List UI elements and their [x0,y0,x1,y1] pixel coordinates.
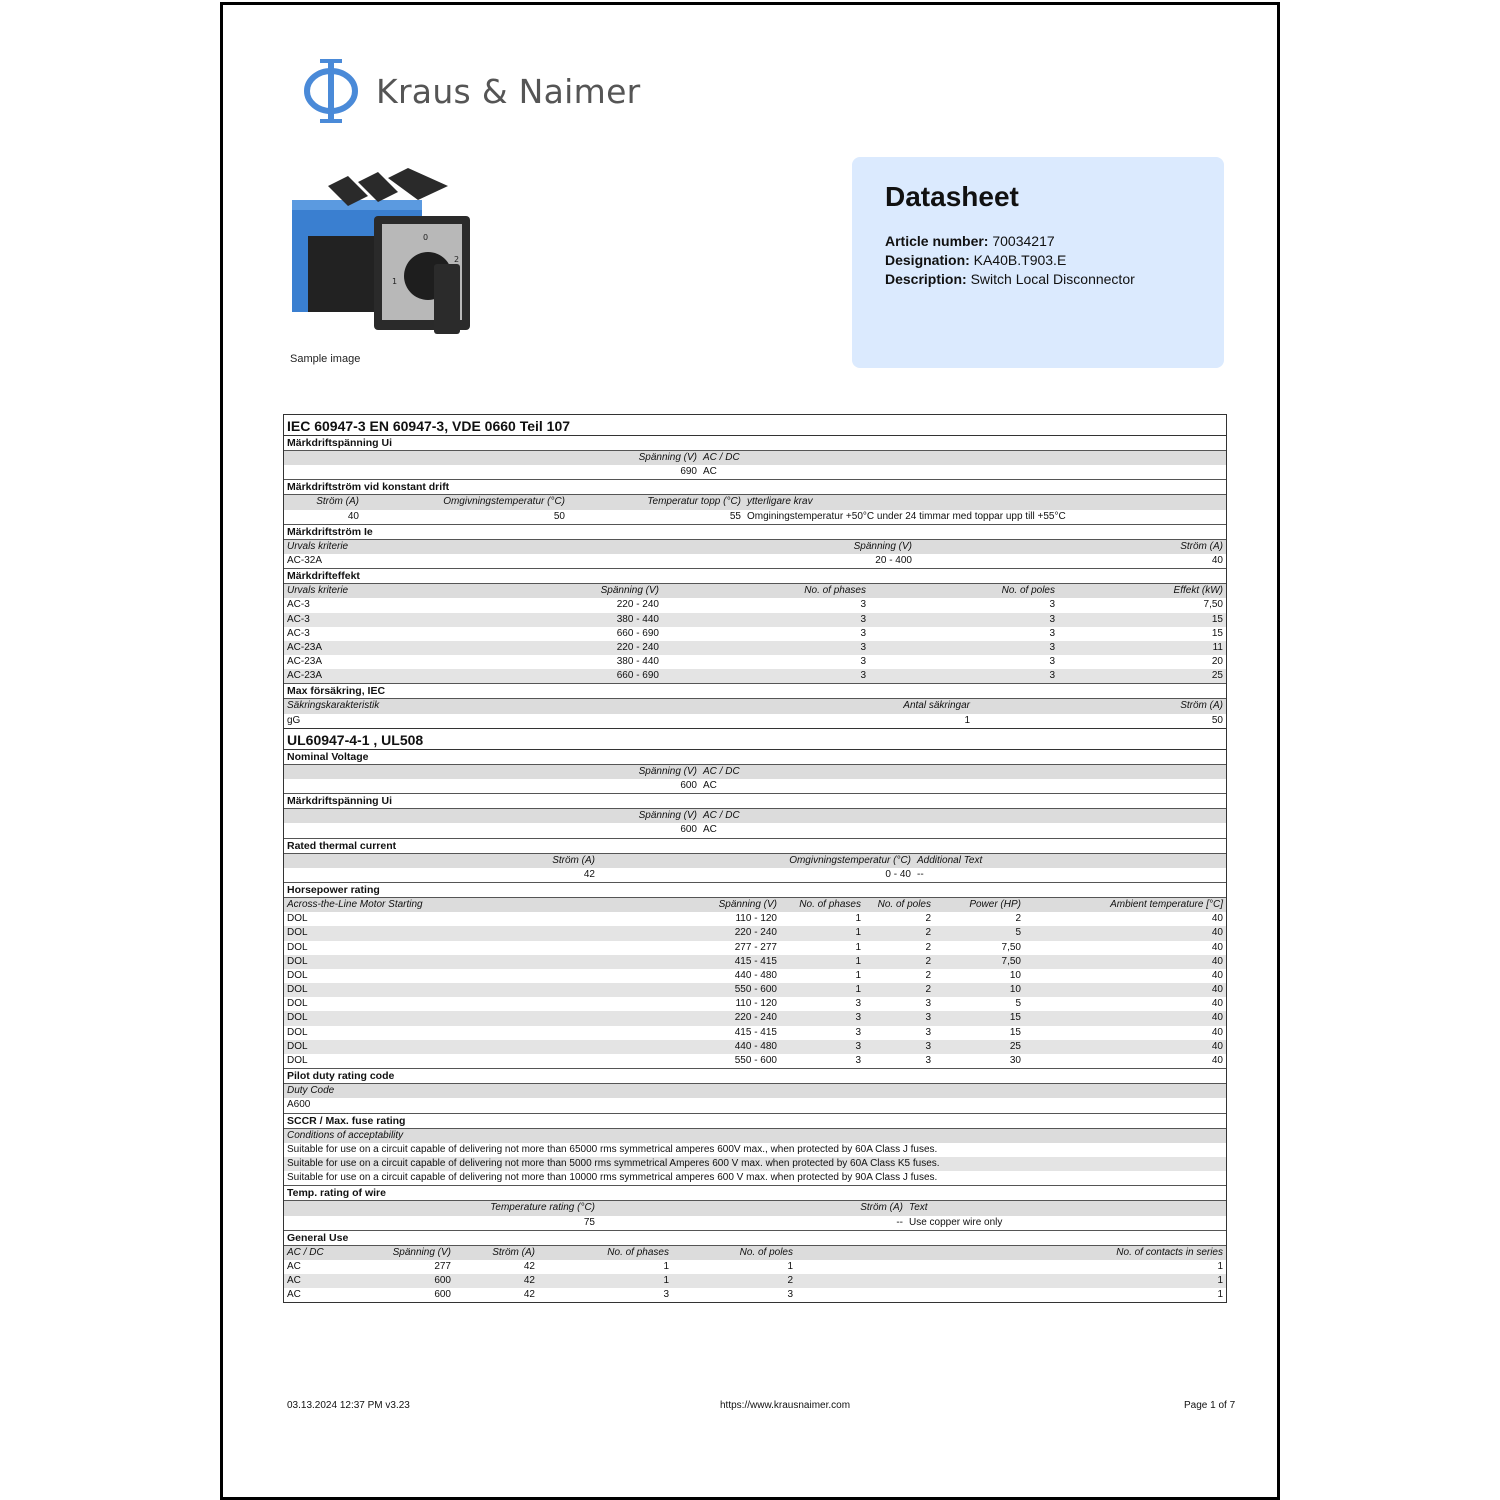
table-row [284,926,1226,940]
table-row [284,465,1226,479]
table-cell: AC [703,780,717,791]
table-cell: 3 [860,656,866,668]
column-header: Ström (A) [1180,700,1223,712]
table-cell: 1 [855,969,861,981]
table-cell: 1 [663,1260,669,1272]
section-title-fuse: Max försäkring, IEC [284,683,1226,699]
table-cell: 3 [925,1012,931,1024]
table-cell: 40 [1211,969,1223,981]
table-cell: 2 [925,941,931,953]
table-cell: 3 [860,641,866,653]
table-cell: DOL [287,955,308,967]
footer-timestamp: 03.13.2024 12:37 PM v3.23 [287,1400,410,1411]
column-header: ytterligare krav [747,496,813,508]
table-cell: 600 [434,1289,451,1301]
table-cell: 3 [1049,613,1055,625]
column-header: AC / DC [287,1246,324,1258]
table-cell: 1 [787,1260,793,1272]
table-row [284,779,1226,793]
table-cell: 42 [523,1275,535,1287]
table-row [284,955,1226,969]
table-cell: Suitable for use on a circuit capable of delivering not more than 65000 rms symmetrical amperes 600V max., when protected by 60A Class J fuses. [287,1143,938,1155]
table-cell: 3 [860,627,866,639]
footer-page-number: Page 1 of 7 [1184,1400,1236,1411]
table-header-row [284,584,1226,598]
table-cell: 440 - 480 [734,969,777,981]
section-title-ith: Märkdriftström vid konstant drift [284,479,1226,495]
column-header: No. of phases [804,585,866,597]
table-cell: 600 [434,1275,451,1287]
section-title-sccr: SCCR / Max. fuse rating [284,1113,1226,1129]
rotary-switch-product-image [288,166,478,338]
column-header: Ström (A) [316,496,359,508]
table-cell: AC [703,824,717,836]
table-cell: 50 [553,510,565,522]
section-title-power: Märkdrifteffekt [284,568,1226,584]
table-cell: gG [287,714,301,726]
table-row [284,613,1226,627]
column-header: Urvals kriterie [287,585,349,597]
table-cell: 2 [925,984,931,996]
table-cell: 7,50 [1001,955,1021,967]
table-header-row [284,1201,1226,1215]
table-cell: 1 [1217,1260,1223,1272]
table-cell: 0 - 40 [885,868,911,880]
table-cell: 25 [1211,670,1223,682]
table-cell: 2 [925,927,931,939]
table-cell: 600 [680,824,697,836]
table-cell: Use copper wire only [909,1216,1003,1228]
column-header: AC / DC [703,765,740,777]
datasheet-title: Datasheet [885,181,1019,212]
table-cell: 40 [1211,554,1223,566]
table-row [284,554,1226,568]
column-header: Omgivningstemperatur (°C) [789,854,911,866]
brand-logo [302,56,641,126]
table-cell: 10 [1009,984,1021,996]
table-cell: 660 - 690 [616,670,659,682]
table-cell: 50 [1211,714,1223,726]
table-header-row [284,1246,1226,1260]
column-header: Ström (A) [552,854,595,866]
section-title-thermal: Rated thermal current [284,838,1226,854]
table-cell: 2 [1015,913,1021,925]
table-cell: DOL [287,1055,308,1066]
table-cell: 3 [787,1289,793,1301]
table-cell: AC [287,1289,301,1301]
table-header-row [284,495,1226,509]
description: Description: Switch Local Disconnector [885,271,1135,287]
column-header: Conditions of acceptability [287,1129,404,1141]
table-cell: 3 [855,1012,861,1024]
phi-logo-icon [302,57,360,125]
table-cell: 1 [1217,1289,1223,1301]
table-cell: Suitable for use on a circuit capable of delivering not more than 10000 rms symmetrical amperes 600 V max. when protected by 90A Class J fuses. [287,1172,938,1184]
svg-text:1: 1 [392,277,398,286]
table-cell: 277 - 277 [734,941,777,953]
column-header: AC / DC [703,810,740,822]
table-row [284,1216,1226,1230]
table-cell: 3 [1049,656,1055,668]
table-cell: 3 [860,613,866,625]
table-header-row [284,765,1226,779]
table-cell: DOL [287,969,308,981]
table-cell: 110 - 120 [735,998,777,1010]
table-cell: DOL [287,941,308,953]
table-cell: -- [896,1216,903,1228]
table-row [284,912,1226,926]
table-cell: 40 [1211,984,1223,996]
table-cell: Suitable for use on a circuit capable of delivering not more than 5000 rms symmetrical Amperes 600 V max. when protected by 60A Class K5 fuses. [287,1157,940,1169]
table-cell: 600 [680,780,697,791]
section-title-ie: Märkdriftström Ie [284,524,1226,540]
table-cell: 40 [1211,941,1223,953]
table-cell: 3 [925,1040,931,1052]
table-row [284,1274,1226,1288]
table-cell: 2 [925,913,931,925]
table-row [284,997,1226,1011]
table-row [284,655,1226,669]
table-cell: 15 [1009,1026,1021,1038]
ul-standard-title: UL60947-4-1 , UL508 [284,729,1226,750]
table-cell: 15 [1211,627,1223,639]
table-cell: 415 - 415 [734,955,777,967]
table-row [284,1288,1226,1302]
table-cell: AC [287,1275,301,1287]
table-cell: 3 [1049,641,1055,653]
column-header: Spänning (V) [718,898,777,910]
table-cell: 277 [434,1260,451,1272]
column-header: Duty Code [287,1085,335,1097]
table-cell: 42 [583,868,595,880]
table-cell: AC [287,1260,301,1272]
table-cell: 55 [729,510,741,522]
table-cell: 20 - 400 [875,554,912,566]
table-cell: 220 - 240 [616,641,659,653]
article-number: Article number: 70034217 [885,233,1055,249]
column-header: Effekt (kW) [1173,585,1223,597]
table-row [284,823,1226,837]
brand-name: Kraus & Naimer [376,71,641,111]
column-header: Säkringskarakteristik [287,700,380,712]
table-row [284,510,1226,524]
section-title-wire: Temp. rating of wire [284,1185,1226,1201]
section-title-ui: Märkdriftspänning Ui [284,436,1226,451]
table-cell: 550 - 600 [734,1055,777,1066]
column-header: AC / DC [703,452,740,463]
table-header-row [284,1129,1226,1143]
table-row [284,969,1226,983]
svg-text:0: 0 [423,233,429,242]
table-cell: DOL [287,927,308,939]
section-title-general: General Use [284,1230,1226,1246]
table-row [284,1054,1226,1068]
table-cell: 40 [1211,1012,1223,1024]
table-cell: 3 [925,1055,931,1066]
table-cell: AC-32A [287,554,323,566]
column-header: No. of poles [1001,585,1055,597]
table-cell: 42 [523,1260,535,1272]
table-cell: 40 [1211,1055,1223,1066]
table-cell: AC-23A [287,670,323,682]
table-cell: 3 [855,1026,861,1038]
table-cell: AC [703,466,717,478]
table-row [284,1171,1226,1185]
table-row [284,627,1226,641]
section-title-ui: Märkdriftspänning Ui [284,793,1226,809]
table-row [284,1011,1226,1025]
column-header: No. of phases [607,1246,669,1258]
table-cell: DOL [287,984,308,996]
table-row [284,1260,1226,1274]
table-cell: AC-23A [287,641,323,653]
footer-url[interactable]: https://www.krausnaimer.com [720,1400,851,1411]
table-cell: DOL [287,913,308,925]
table-cell: 40 [1211,927,1223,939]
table-cell: 380 - 440 [616,656,659,668]
table-cell: AC-3 [287,599,310,611]
table-cell: 220 - 240 [734,927,777,939]
table-cell: 3 [855,998,861,1010]
column-header: Spänning (V) [853,540,912,552]
specification-table [283,414,1227,1303]
table-cell: 2 [925,969,931,981]
column-header: Power (HP) [969,898,1021,910]
table-row [284,1040,1226,1054]
table-cell: 1 [663,1275,669,1287]
table-cell: 2 [787,1275,793,1287]
table-header-row [284,898,1226,912]
column-header: Temperature rating (°C) [490,1202,595,1214]
column-header: Antal säkringar [903,700,970,712]
table-cell: 1 [855,955,861,967]
table-cell: 440 - 480 [734,1040,777,1052]
table-cell: 10 [1009,969,1021,981]
table-cell: 1 [964,714,970,726]
table-cell: 75 [583,1216,595,1228]
table-row [284,641,1226,655]
table-header-row [284,1084,1226,1098]
table-cell: -- [917,868,924,880]
table-row [284,598,1226,612]
column-header: Additional Text [917,854,983,866]
table-cell: 40 [1211,1026,1223,1038]
table-cell: 40 [1211,1040,1223,1052]
table-cell: AC-3 [287,613,310,625]
table-cell: 3 [855,1055,861,1066]
table-cell: DOL [287,998,308,1010]
column-header: Urvals kriterie [287,540,349,552]
table-cell: 20 [1211,656,1223,668]
table-row [284,1098,1226,1112]
table-cell: 3 [663,1289,669,1301]
table-cell: 7,50 [1203,599,1223,611]
column-header: Spänning (V) [392,1246,451,1258]
column-header: No. of phases [799,898,861,910]
table-cell: 3 [1049,627,1055,639]
designation: Designation: KA40B.T903.E [885,252,1067,268]
table-header-row [284,540,1226,554]
table-cell: 2 [925,955,931,967]
table-cell: 3 [1049,670,1055,682]
column-header: Spänning (V) [600,585,659,597]
table-header-row [284,809,1226,823]
table-cell: 3 [855,1040,861,1052]
column-header: Text [909,1202,928,1214]
column-header: No. of contacts in series [1116,1246,1223,1258]
table-cell: 690 [680,466,697,478]
table-cell: 110 - 120 [735,913,777,925]
table-cell: 1 [855,984,861,996]
table-cell: 3 [860,599,866,611]
table-row [284,983,1226,997]
column-header: Ström (A) [860,1202,903,1214]
table-cell: 40 [1211,955,1223,967]
table-cell: 3 [860,670,866,682]
table-cell: 25 [1009,1040,1021,1052]
table-row [284,714,1226,728]
table-cell: 40 [347,510,359,522]
table-cell: AC-3 [287,627,310,639]
column-header: Omgivningstemperatur (°C) [443,496,565,508]
table-cell: 3 [1049,599,1055,611]
table-cell: 1 [855,913,861,925]
table-cell: 7,50 [1001,941,1021,953]
table-header-row [284,699,1226,713]
table-cell: 1 [855,927,861,939]
svg-text:2: 2 [454,255,460,264]
column-header: Ström (A) [492,1246,535,1258]
column-header: No. of poles [877,898,931,910]
column-header: Ström (A) [1180,540,1223,552]
table-cell: 1 [1217,1275,1223,1287]
table-cell: DOL [287,1012,308,1024]
table-cell: 415 - 415 [734,1026,777,1038]
table-cell: 550 - 600 [734,984,777,996]
table-cell: 42 [523,1289,535,1301]
table-cell: 30 [1009,1055,1021,1066]
column-header: No. of poles [739,1246,793,1258]
column-header: Spänning (V) [638,810,697,822]
table-row [284,669,1226,683]
table-cell: 1 [855,941,861,953]
column-header: Spänning (V) [638,452,697,463]
table-cell: 15 [1009,1012,1021,1024]
iec-standard-title: IEC 60947-3 EN 60947-3, VDE 0660 Teil 107 [284,415,1226,436]
table-cell: 40 [1211,913,1223,925]
column-header: Temperatur topp (°C) [647,496,741,508]
table-cell: 5 [1015,927,1021,939]
table-cell: 220 - 240 [616,599,659,611]
section-title-pilot: Pilot duty rating code [284,1068,1226,1084]
table-cell: 11 [1212,641,1223,653]
table-cell: 220 - 240 [734,1012,777,1024]
table-cell: 3 [925,998,931,1010]
image-caption: Sample image [290,353,361,365]
column-header: Spänning (V) [638,765,697,777]
table-cell: AC-23A [287,656,323,668]
table-row [284,1026,1226,1040]
table-row [284,1157,1226,1171]
section-title-nominal: Nominal Voltage [284,750,1226,765]
table-cell: 660 - 690 [616,627,659,639]
datasheet-info-box [852,157,1224,368]
table-cell: 3 [925,1026,931,1038]
table-cell: A600 [287,1099,311,1111]
table-header-row [284,451,1226,465]
column-header: Ambient temperature [°C] [1110,898,1223,910]
table-cell: Omginingstemperatur +50°C under 24 timmar med toppar upp till +55°C [747,510,1066,522]
table-cell: 15 [1211,613,1223,625]
table-row [284,941,1226,955]
column-header: Across-the-Line Motor Starting [287,898,423,910]
table-cell: 40 [1211,998,1223,1010]
table-header-row [284,854,1226,868]
table-cell: DOL [287,1026,308,1038]
table-cell: 380 - 440 [616,613,659,625]
table-row [284,1143,1226,1157]
table-cell: DOL [287,1040,308,1052]
table-row [284,868,1226,882]
table-cell: 5 [1015,998,1021,1010]
section-title-hp: Horsepower rating [284,882,1226,898]
